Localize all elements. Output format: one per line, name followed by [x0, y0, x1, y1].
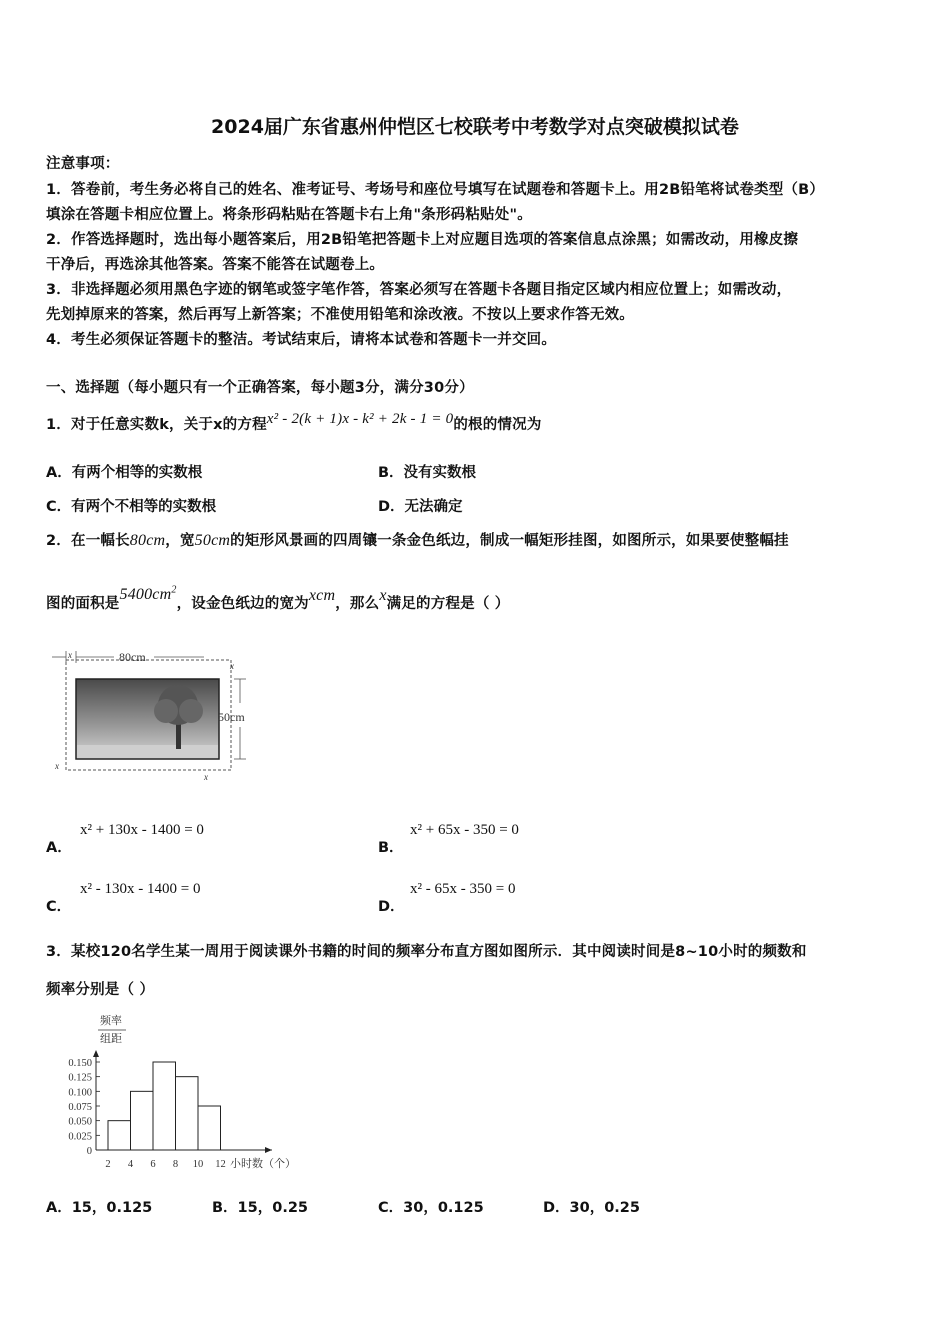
q2-option-a[interactable]: x² + 130x - 1400 = 0	[80, 822, 204, 838]
y-tick-label: 0.150	[68, 1058, 92, 1069]
x-axis-arrow	[265, 1147, 272, 1153]
y-label-top: 频率	[100, 1015, 122, 1027]
histogram-bar	[198, 1106, 221, 1150]
x-label-top: x	[68, 650, 72, 660]
question-3-line-2: 频率分别是（ ）	[46, 982, 155, 998]
y-tick-label: 0.125	[68, 1072, 92, 1084]
x-tick-label: 12	[215, 1159, 226, 1170]
q2-area-value: 5400cm	[119, 586, 172, 603]
histogram-bar	[176, 1077, 199, 1150]
q3-option-b[interactable]: B．15，0.25	[212, 1200, 309, 1216]
notice-line: 先划掉原来的答案，然后再写上新答案；不准使用铅笔和涂改液。不按以上要求作答无效。	[46, 307, 634, 323]
notice-heading: 注意事项：	[46, 156, 120, 172]
y-tick-label: 0.100	[68, 1087, 92, 1099]
x-axis-label: 小时数（个）	[230, 1158, 296, 1170]
question-2-line-1	[46, 529, 789, 550]
frequency-histogram	[40, 1010, 320, 1180]
q2-option-a-label[interactable]: A．	[46, 840, 72, 856]
q2-option-b[interactable]: x² + 65x - 350 = 0	[410, 822, 519, 838]
q2-text: 满足的方程是（ ）	[386, 596, 510, 612]
q2-option-b-label[interactable]: B．	[378, 840, 404, 856]
x-label-right: x	[230, 661, 234, 671]
top-length-label: 80cm	[119, 650, 146, 664]
q1-option-c[interactable]: C．有两个不相等的实数根	[46, 499, 217, 515]
q3-option-c[interactable]: C．30，0.125	[378, 1200, 484, 1216]
y-label-bottom: 组距	[100, 1033, 122, 1045]
x-label-left: x	[55, 761, 59, 771]
q2-width: 50cm	[194, 532, 231, 549]
ground	[77, 745, 218, 758]
notice-line: 填涂在答题卡相应位置上。将条形码粘贴在答题卡右上角"条形码粘贴处"。	[46, 207, 532, 223]
x-tick-label: 4	[127, 1159, 134, 1170]
q1-option-a[interactable]: A．有两个相等的实数根	[46, 465, 203, 481]
q2-xcm: xcm	[308, 587, 336, 604]
histogram-bar	[131, 1091, 154, 1150]
q1-suffix: 的根的情况为	[453, 417, 542, 433]
q2-area	[120, 586, 177, 603]
q2-x: x	[379, 587, 387, 604]
question-3-line-1: 3．某校120名学生某一周用于阅读课外书籍的时间的频率分布直方图如图所示．其中阅读时间是8~10小时的频数和	[46, 944, 807, 960]
q2-text: ，设金色纸边的宽为	[176, 596, 309, 612]
q2-text: 的矩形风景画的四周镶一条金色纸边，制成一幅矩形挂图，如图所示，如果要使整幅挂	[230, 533, 789, 549]
x-label-bottom: x	[204, 772, 208, 782]
notice-line: 2．作答选择题时，选出每小题答案后，用2B铅笔把答题卡上对应题目选项的答案信息点涂黑；如需改动，用橡皮擦	[46, 232, 799, 248]
x-tick-label: 6	[150, 1159, 156, 1170]
q2-text: ，宽	[165, 533, 195, 549]
y-tick-label: 0	[86, 1146, 92, 1157]
x-tick-label: 10	[192, 1159, 204, 1170]
q1-option-d[interactable]: D．无法确定	[378, 499, 463, 515]
side-length-label: 50cm	[218, 710, 245, 724]
q2-text: 2．在一幅长	[46, 533, 130, 549]
x-tick-label: 2	[105, 1159, 111, 1170]
q1-prefix: 1．对于任意实数k，关于x的方程	[46, 417, 267, 433]
framed-picture-figure	[44, 645, 264, 785]
notice-line: 干净后，再选涂其他答案。答案不能答在试题卷上。	[46, 257, 385, 273]
histogram-bar	[108, 1121, 131, 1150]
q2-option-d[interactable]: x² - 65x - 350 = 0	[410, 881, 516, 897]
notice-line: 3．非选择题必须用黑色字迹的钢笔或签字笔作答，答案必须写在答题卡各题目指定区域内相应位置上；如需改动，	[46, 282, 792, 298]
histogram-bar	[153, 1062, 176, 1150]
y-tick-label: 0.075	[68, 1102, 92, 1113]
q2-text: ，那么	[335, 596, 380, 612]
y-tick-label: 0.050	[68, 1116, 92, 1128]
q1-equation: x² - 2(k + 1)x - k² + 2k - 1 = 0	[266, 411, 454, 427]
q2-text: 图的面积是	[46, 596, 120, 612]
q2-option-c[interactable]: x² - 130x - 1400 = 0	[80, 881, 201, 897]
q1-option-b[interactable]: B．没有实数根	[378, 465, 477, 481]
question-1	[46, 413, 542, 434]
q2-option-d-label[interactable]: D．	[378, 899, 405, 915]
q3-option-a[interactable]: A．15，0.125	[46, 1200, 153, 1216]
q3-option-d[interactable]: D．30，0.25	[543, 1200, 640, 1216]
page-title: 2024届广东省惠州仲恺区七校联考中考数学对点突破模拟试卷	[211, 116, 739, 138]
y-axis-arrow	[93, 1050, 99, 1057]
question-2-line-2	[46, 584, 510, 613]
notice-line: 1．答卷前，考生务必将自己的姓名、准考证号、考场号和座位号填写在试题卷和答题卡上。用2B铅笔将试卷类型（B）	[46, 182, 825, 198]
q2-area-exponent: 2	[171, 584, 177, 596]
y-tick-label: 0.025	[68, 1131, 92, 1143]
x-tick-label: 8	[172, 1159, 179, 1170]
q2-length: 80cm	[129, 532, 166, 549]
section-heading: 一、选择题（每小题只有一个正确答案，每小题3分，满分30分）	[46, 380, 474, 396]
q2-option-c-label[interactable]: C．	[46, 899, 72, 915]
tree-trunk	[176, 721, 181, 749]
notice-line: 4．考生必须保证答题卡的整洁。考试结束后，请将本试卷和答题卡一并交回。	[46, 332, 557, 348]
